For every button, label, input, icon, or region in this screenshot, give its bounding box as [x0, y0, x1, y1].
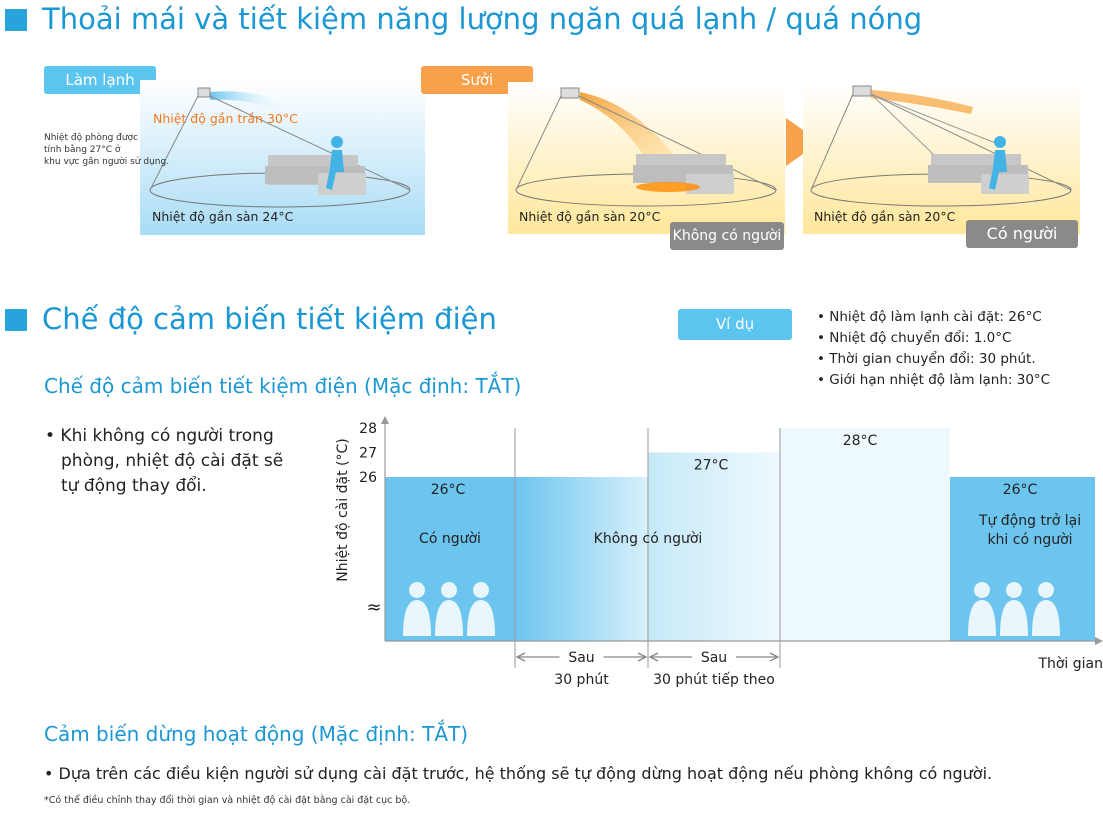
example-item: • Nhiệt độ làm lạnh cài đặt: 26°C [817, 309, 1042, 325]
segment-label: khi có người [987, 532, 1073, 548]
room-temp-note: Nhiệt độ phòng được tính bằng 27°C ở khu vực gần người sử dụng. [44, 133, 170, 167]
person-icon [1038, 582, 1054, 598]
interval-label: Sau [700, 650, 728, 666]
example-item: • Nhiệt độ chuyển đổi: 1.0°C [817, 330, 1012, 346]
footnote: *Có thể điều chỉnh thay đổi thời gian và nhiệt độ cài đặt bằng cài đặt cục bộ. [44, 795, 411, 806]
interval-label: Sau [568, 650, 595, 666]
section3-bullet: • Dựa trên các điều kiện người sử dụng cài đặt trước, hệ thống sẽ tự động dừng hoạt động nếu phòng không có người. [44, 764, 993, 783]
section2-bullet: • Khi không có người trong phòng, nhiệt độ cài đặt sẽ tự động thay đổi. [45, 426, 284, 496]
cooling-tag: Làm lạnh [44, 66, 156, 94]
segment-label: Tự động trở lại [978, 513, 1082, 529]
y-axis-label: Nhiệt độ cài đặt (°C) [335, 438, 351, 582]
interval-label: 30 phút tiếp theo [653, 672, 775, 688]
example-list [817, 307, 1050, 391]
ceiling-temp-label: Nhiệt độ gần trần 30°C [153, 111, 298, 126]
person-icon [974, 582, 990, 598]
cooling-floor-temp: Nhiệt độ gần sàn 24°C [152, 209, 294, 224]
interval-label: 30 phút [554, 672, 609, 688]
section3-title: Cảm biến dừng hoạt động (Mặc định: TẮT) [44, 722, 469, 746]
person-icon [473, 582, 489, 598]
bar-value-label: 28°C [842, 433, 878, 449]
example-tag: Ví dụ [678, 309, 792, 340]
bar-value-label: 26°C [430, 482, 466, 498]
section2-title: Chế độ cảm biến tiết kiệm điện [42, 302, 497, 336]
y-tick-label: 28 [359, 421, 377, 437]
section2-subtitle: Chế độ cảm biến tiết kiệm điện (Mặc định: TẮT) [44, 374, 522, 398]
person-icon [409, 582, 425, 598]
y-axis-arrow-icon [381, 416, 389, 424]
y-tick-label: 26 [359, 470, 377, 486]
section1-title: Thoải mái và tiết kiệm năng lượng ngăn quá lạnh / quá nóng [42, 2, 923, 36]
axis-break: ≈ [366, 597, 382, 618]
example-item: • Thời gian chuyển đổi: 30 phút. [817, 351, 1036, 367]
section-marker [5, 9, 27, 31]
segment-label: Không có người [593, 531, 703, 547]
bar-value-label: 27°C [693, 457, 729, 474]
setpoint-chart [330, 410, 1103, 695]
person-present-badge: Có người [966, 220, 1078, 248]
person-icon [1006, 582, 1022, 598]
person-icon [441, 582, 457, 598]
heating-tag: Sưởi [421, 66, 533, 94]
section-marker [5, 309, 27, 331]
bar-segment [515, 477, 648, 641]
x-axis-label: Thời gian [1038, 656, 1103, 672]
heating-floor-temp-2: Nhiệt độ gần sàn 20°C [814, 209, 956, 224]
y-tick-label: 27 [359, 445, 377, 462]
x-axis-arrow-icon [1095, 637, 1103, 645]
example-item: • Giới hạn nhiệt độ làm lạnh: 30°C [817, 372, 1051, 388]
heating-floor-temp-1: Nhiệt độ gần sàn 20°C [519, 209, 661, 224]
bar-value-label: 26°C [1002, 482, 1038, 498]
bar-segment [780, 428, 950, 641]
no-person-badge: Không có người [670, 222, 784, 250]
segment-label: Có người [419, 531, 481, 547]
